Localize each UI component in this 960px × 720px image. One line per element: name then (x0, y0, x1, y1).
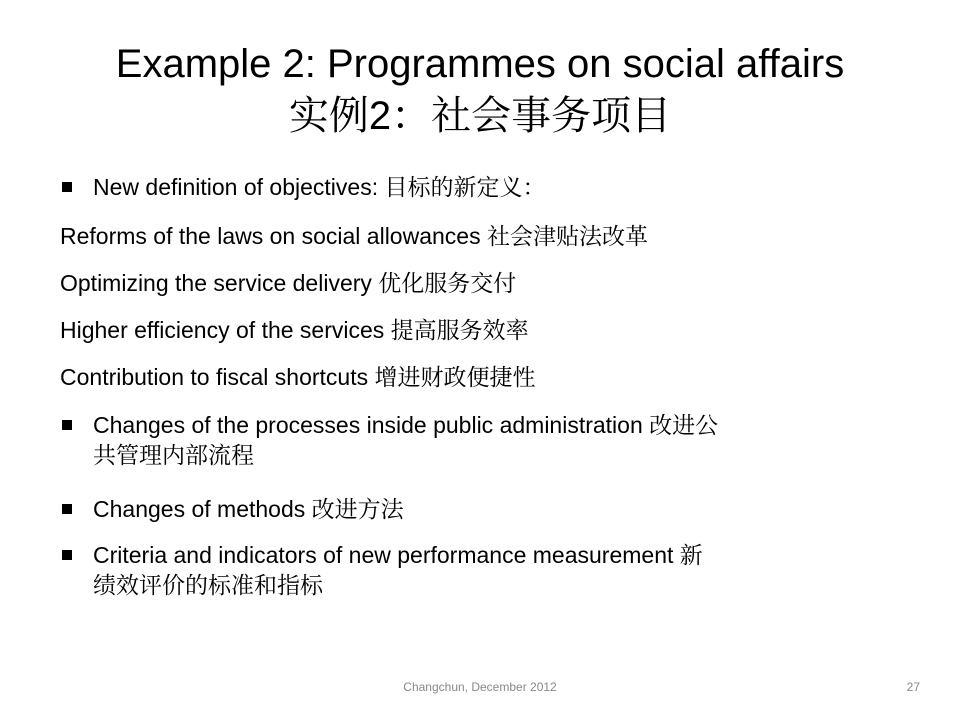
bullet-objectives (60, 172, 943, 202)
bullet-text-line2: 绩效评价的标准和指标 (93, 572, 323, 598)
title-line-chinese: 实例2：社会事务项目 (288, 94, 672, 138)
bullet-processes (60, 410, 943, 470)
sub-item-laws: Reforms of the laws on social allowances 社会津贴法改革 (60, 223, 648, 249)
bullet-text: New definition of objectives: 目标的新定义： (93, 174, 546, 200)
slide-title (40, 38, 920, 142)
bullet-square-icon (62, 420, 72, 430)
bullet-methods (60, 494, 943, 524)
page-number: 27 (906, 680, 920, 694)
bullet-square-icon (62, 550, 72, 560)
bullet-square-icon (62, 504, 72, 514)
bullet-criteria (60, 540, 943, 600)
footer-location-date: Changchun, December 2012 (403, 680, 557, 694)
bullet-text-line1: Criteria and indicators of new performance measurement 新 (93, 542, 703, 568)
sub-item-efficiency: Higher efficiency of the services 提高服务效率 (60, 317, 529, 343)
sub-item-fiscal: Contribution to fiscal shortcuts 增进财政便捷性 (60, 364, 536, 390)
bullet-text-line2: 共管理内部流程 (93, 442, 254, 468)
sub-item-service-delivery: Optimizing the service delivery 优化服务交付 (60, 270, 517, 296)
bullet-square-icon (62, 182, 72, 192)
bullet-text: Changes of methods 改进方法 (93, 496, 404, 522)
title-line-english: Example 2: Programmes on social affairs (115, 42, 845, 86)
bullet-text-line1: Changes of the processes inside public administration 改进公 (93, 412, 719, 438)
